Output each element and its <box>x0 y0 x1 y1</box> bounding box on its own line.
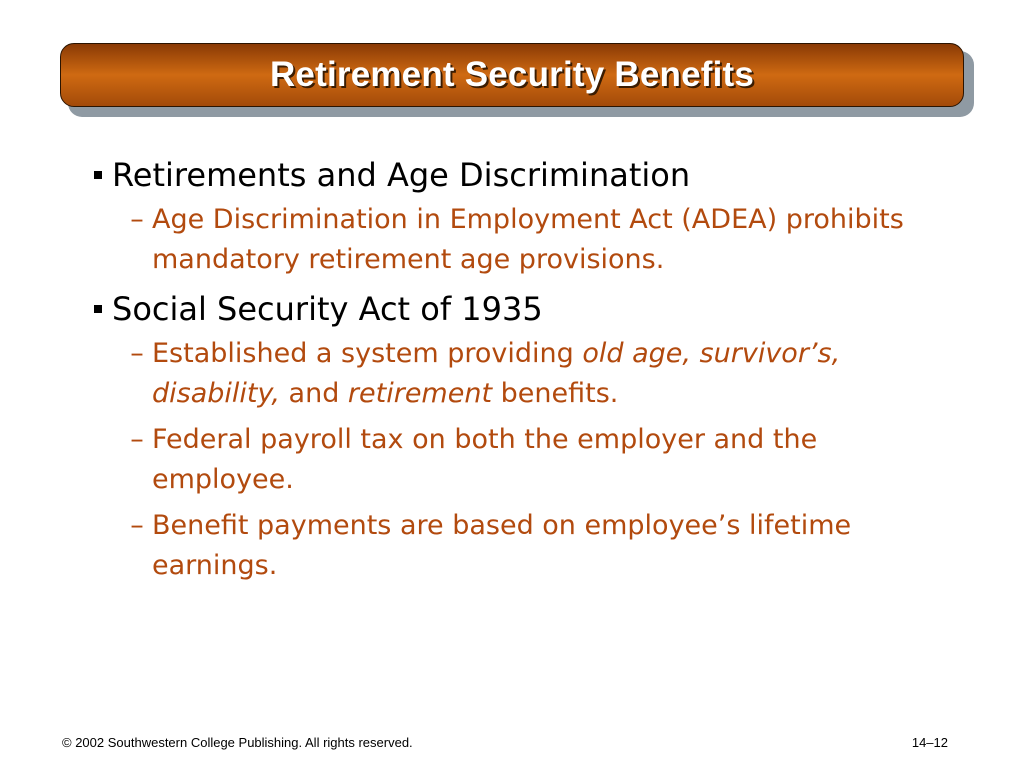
bullet-text: Social Security Act of 1935 <box>112 290 543 328</box>
footer-copyright: © 2002 Southwestern College Publishing. All rights reserved. <box>62 735 413 750</box>
sub-text-italic: retirement <box>347 378 493 409</box>
bullet-item <box>84 288 964 330</box>
sub-bullet-text: Federal payroll tax on both the employer and the employee. <box>152 424 818 495</box>
slide-title: Retirement Security Benefits <box>269 55 755 94</box>
sub-bullet-item <box>122 200 964 280</box>
sub-bullet-text: Age Discrimination in Employment Act (ADEA) prohibits mandatory retirement age provisions. <box>152 204 904 275</box>
bullet-item <box>84 154 964 196</box>
bullet-text: Retirements and Age Discrimination <box>112 156 691 194</box>
dash-marker: – <box>130 424 144 455</box>
dash-marker: – <box>130 204 144 235</box>
slide-content <box>84 146 964 592</box>
sub-bullet-item <box>122 420 964 500</box>
sub-bullet-text <box>152 334 964 414</box>
sub-text-part: benefits. <box>492 378 619 409</box>
dash-marker: – <box>130 338 144 369</box>
sub-text-italic: old age, survivor’s, disability, <box>152 338 841 409</box>
square-bullet-icon <box>84 154 112 179</box>
sub-text-part: Established a system providing <box>152 338 583 369</box>
sub-bullet-text: Benefit payments are based on employee’s lifetime earnings. <box>152 510 852 581</box>
footer-page-number: 14–12 <box>911 735 948 750</box>
sub-bullet-item <box>122 506 964 586</box>
dash-marker: – <box>130 510 144 541</box>
title-bar <box>60 43 964 107</box>
sub-text-part: and <box>279 378 348 409</box>
sub-bullet-item <box>122 334 964 414</box>
square-bullet-icon <box>84 288 112 313</box>
